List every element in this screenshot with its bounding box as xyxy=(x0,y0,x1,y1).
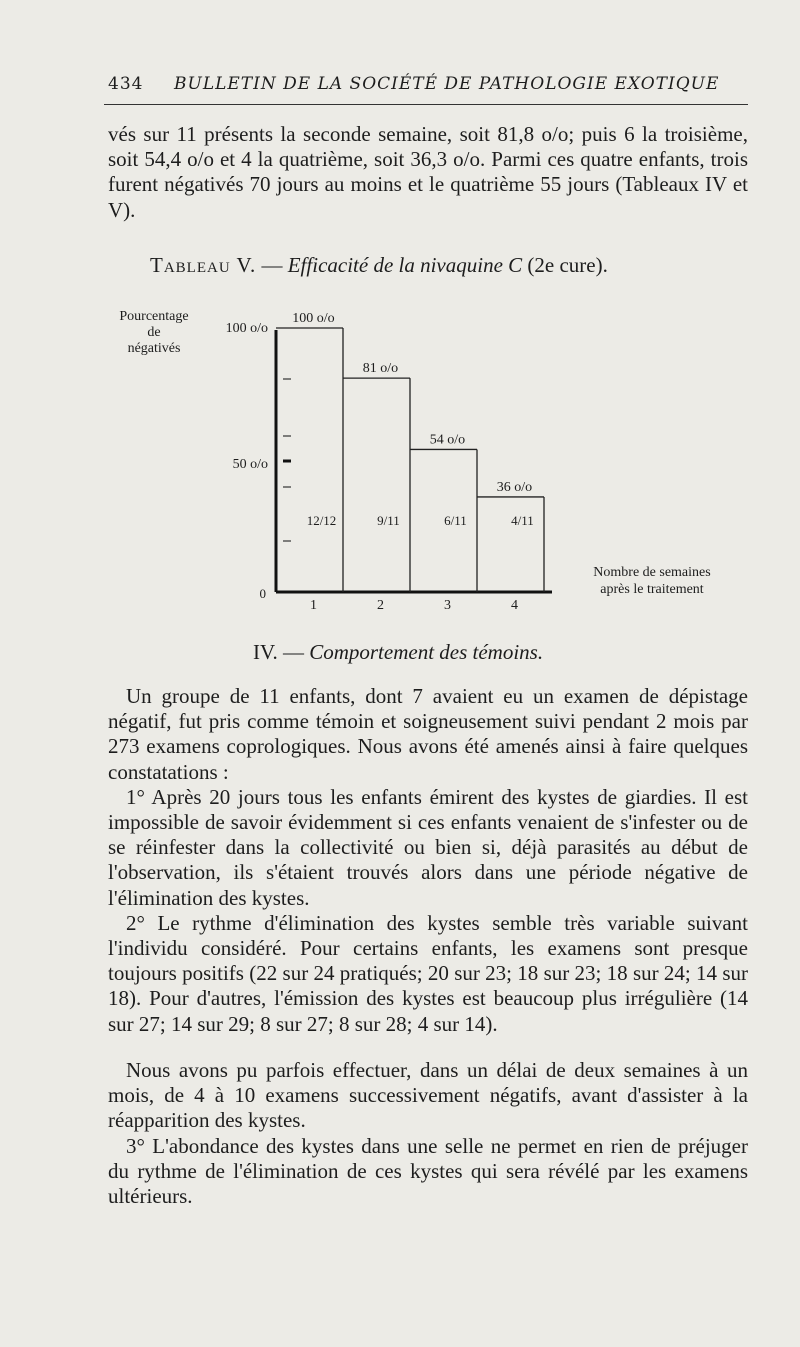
x-tick-label-3: 3 xyxy=(444,598,451,613)
section-heading xyxy=(253,640,753,665)
x-axis-label-line2: après le traitement xyxy=(600,582,704,597)
bar-2-count-label: 9/11 xyxy=(377,513,400,528)
section-body xyxy=(108,684,748,1037)
table-label: Tableau V. xyxy=(150,253,257,277)
y-axis-label-line2: de xyxy=(147,325,161,340)
y-tick-label-50: 50 o/o xyxy=(232,457,268,472)
paragraph-group: Un groupe de 11 enfants, dont 7 avaient eu un examen de dépistage négatif, fut pris comme témoin et soigneusement suivi pendant 2 mois par 273 examens coprologiques. Nous avons été amenés ainsi à faire quelques constatations : xyxy=(108,684,748,784)
bars xyxy=(276,311,544,613)
x-axis-label-line1: Nombre de semaines xyxy=(593,565,711,580)
caption-title: Efficacité de la nivaquine C xyxy=(287,253,523,277)
bar-4-count-label: 4/11 xyxy=(511,513,534,528)
journal-title: BULLETIN DE LA SOCIÉTÉ DE PATHOLOGIE EXOTIQUE xyxy=(174,74,720,94)
y-tick-marks xyxy=(283,379,291,541)
bar-2-value-label: 81 o/o xyxy=(362,361,399,377)
bar-4-value-label: 36 o/o xyxy=(496,479,533,495)
paragraph-observation-3: 3° L'abondance des kystes dans une selle ne permet en rien de préjuger du rythme de l'élimination de ces kystes qui sera révélé par les examens ultérieurs. xyxy=(108,1133,748,1209)
bar-1-value-label: 100 o/o xyxy=(292,311,335,326)
origin-label: 0 xyxy=(259,586,266,601)
x-tick-label-2: 2 xyxy=(377,598,384,613)
y-axis-label-line1: Pourcentage xyxy=(119,309,189,324)
closing-body xyxy=(108,1058,748,1209)
caption-note: (2e cure). xyxy=(527,253,608,277)
paragraph-observation-2: 2° Le rythme d'élimination des kystes semble très variable suivant l'individu considéré. Pour certains enfants, les examens sont presque toujours positifs (22 sur 24 pratiqués; 20 sur 23; 18 sur 23; 18 sur 24; 14 sur 18). Pour d'autres, l'émission des kystes est beaucoup plus irrégulière (14 sur 27; 14 sur 29; 8 sur 27; 8 sur 28; 4 sur 14). xyxy=(108,910,748,1036)
bar-3-value-label: 54 o/o xyxy=(429,432,466,448)
paragraph-observation-1: 1° Après 20 jours tous les enfants émirent des kystes de giardies. Il est impossible de savoir évidemment si ces enfants venaient de s'infester ou de se réinfester dans la collectivité ou bien si, déjà parasités au début de l'observation, ils s'étaient trouvés alors dans une période négative de l'élimination des kystes. xyxy=(108,784,748,910)
section-number: IV. — xyxy=(253,640,304,664)
paragraph-intro: vés sur 11 présents la seconde semaine, soit 81,8 o/o; puis 6 la troisième, soit 54,4 o/o et 4 la quatrième, soit 36,3 o/o. Parmi ces quatre enfants, trois furent négativés 70 jours au moins et le quatrième 55 jours (Tableaux IV et V). xyxy=(108,122,748,222)
x-tick-label-4: 4 xyxy=(511,598,518,613)
page-number: 434 xyxy=(108,74,144,94)
section-title: Comportement des témoins. xyxy=(309,640,544,664)
paragraph-negative-series: Nous avons pu parfois effectuer, dans un délai de deux semaines à un mois, de 4 à 10 examens successivement négatifs, avant d'assister à la réapparition des kystes. xyxy=(108,1058,748,1133)
y-tick-label-100: 100 o/o xyxy=(225,321,268,336)
bar-chart xyxy=(0,0,800,640)
y-axis-label-line3: négativés xyxy=(127,341,181,356)
bar-3-count-label: 6/11 xyxy=(444,513,467,528)
x-tick-label-1: 1 xyxy=(310,598,317,613)
caption-dash: — xyxy=(261,253,283,277)
bar-1-count-label: 12/12 xyxy=(306,513,337,528)
